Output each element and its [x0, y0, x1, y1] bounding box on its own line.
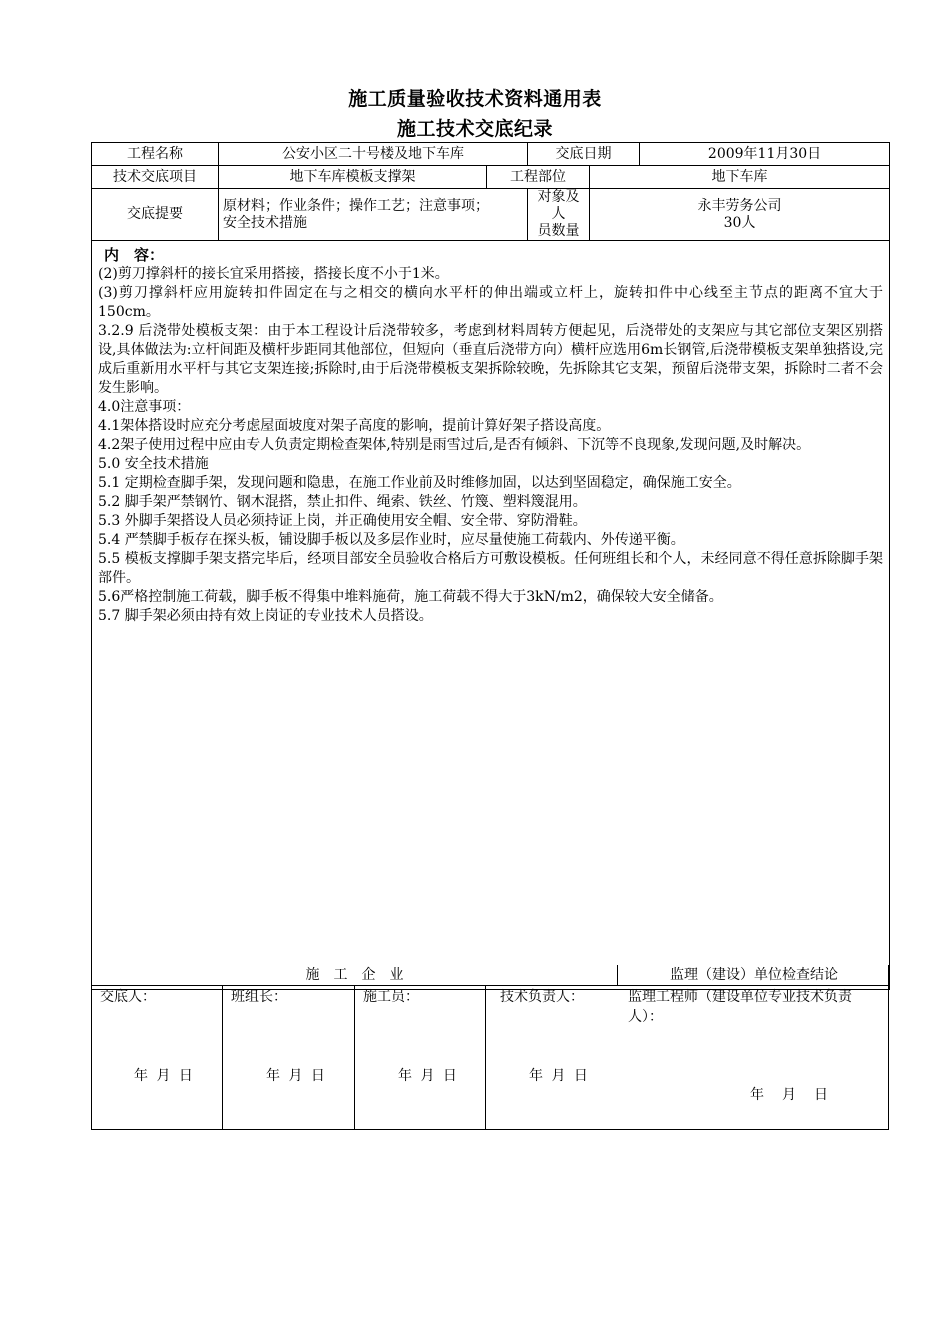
- page-subtitle: 施工技术交底纪录: [396, 118, 553, 140]
- team-leader-date: 年 月 日: [266, 1068, 327, 1084]
- content-paragraph: 4.2架子使用过程中应由专人负责定期检查架体,特别是雨雪过后,是否有倾斜、下沉等不良现象,发现问题,及时解决。: [98, 437, 811, 453]
- disclosure-item-value: 地下车库模板支撑架: [219, 166, 487, 189]
- supervisor-cell: [619, 987, 887, 1027]
- label-target-line-1: 对象及人: [537, 189, 580, 222]
- content-paragraph: 5.5 模板支撑脚手架支搭完毕后，经项目部安全员验收合格后方可敷设模板。任何班组长和个人，未经同意不得任意拆除脚手架部件。: [98, 551, 884, 586]
- row-project: [92, 143, 890, 166]
- supervisor-header: 监理（建设）单位检查结论: [617, 965, 890, 986]
- team-leader-label: 班组长：: [231, 989, 287, 1005]
- content-heading: 内 容：: [104, 246, 165, 264]
- constructor-date: 年 月 日: [398, 1068, 459, 1084]
- target-value: [590, 189, 890, 241]
- label-disclosure-item: 技术交底项目: [92, 166, 219, 189]
- content-paragraph: 5.3 外脚手架搭设人员必须持证上岗，并正确使用安全帽、安全带、穿防滑鞋。: [98, 513, 587, 529]
- team-leader-cell: [223, 987, 354, 1007]
- discloser-date: 年 月 日: [134, 1068, 195, 1084]
- label-project-part: 工程部位: [487, 166, 590, 189]
- label-disclosure-date: 交底日期: [528, 143, 640, 166]
- content-paragraph: (3)剪刀撑斜杆应用旋转扣件固定在与之相交的横向水平杆的伸出端或立杆上，旋转扣件中心线至主节点的距离不宜大于150cm。: [98, 285, 884, 320]
- supervisor-date: 年 月 日: [750, 1087, 830, 1103]
- content-paragraph: 4.1架体搭设时应充分考虑屋面坡度对架子高度的影响，提前计算好架子搭设高度。: [98, 418, 611, 434]
- company-header: 施 工 企 业: [92, 965, 617, 986]
- constructor-cell: [355, 987, 485, 1007]
- label-project-name: 工程名称: [92, 143, 219, 166]
- label-summary: 交底提要: [92, 189, 219, 241]
- header: [0, 84, 950, 144]
- divider: [222, 986, 223, 1129]
- summary-line-2: 安全技术措施: [223, 214, 307, 231]
- target-company: 永丰劳务公司: [697, 197, 782, 214]
- supervisor-engineer-label: 监理工程师（建设单位专业技术负责人）：: [628, 989, 852, 1025]
- summary-value: [219, 189, 528, 241]
- content-paragraph: 5.0 安全技术措施: [98, 456, 209, 472]
- divider: [485, 986, 486, 1129]
- content-paragraph: 5.6严格控制施工荷载，脚手板不得集中堆料施荷，施工荷载不得大于3kN/m2，确保较大安全储备。: [98, 589, 723, 605]
- row-item: [92, 166, 890, 189]
- disclosure-date-value: 2009年11月30日: [640, 143, 890, 166]
- tech-lead-label: 技术负责人：: [500, 989, 584, 1005]
- project-name-value: 公安小区二十号楼及地下车库: [219, 143, 528, 166]
- content-paragraph: (2)剪刀撑斜杆的接长宜采用搭接，搭接长度不小于1米。: [98, 266, 449, 282]
- tech-lead-cell: [486, 987, 617, 1007]
- constructor-label: 施工员：: [363, 989, 419, 1005]
- content-paragraph: 5.7 脚手架必须由持有效上岗证的专业技术人员搭设。: [98, 608, 433, 624]
- row-summary: [92, 189, 890, 241]
- content-paragraph: 5.1 定期检查脚手架，发现问题和隐患，在施工作业前及时维修加固，以达到坚固稳定，确保施工安全。: [98, 475, 741, 491]
- label-target: [528, 189, 590, 241]
- summary-line-1: 原材料；作业条件；操作工艺；注意事项；: [223, 197, 489, 214]
- page-title: 施工质量验收技术资料通用表: [348, 88, 602, 110]
- content-paragraph: 3.2.9 后浇带处模板支架：由于本工程设计后浇带较多，考虑到材料周转方便起见，后浇带处的支架应与其它部位支架区别搭设,具体做法为:立杆间距及横杆步距同其他部位，但短向（垂直后浇带方向）横杆应选用6m长钢管,后浇带模板支架单独搭设,完成后重新用水平杆与其它支架连接;拆除时,由于后浇带模板支架拆除较晚，先拆除其它支架，预留后浇带支架，拆除时二者不会发生影响。: [98, 323, 884, 396]
- target-count: 30人: [723, 214, 756, 231]
- content-paragraph: 5.2 脚手架严禁钢竹、钢木混搭，禁止扣件、绳索、铁丝、竹篾、塑料篾混用。: [98, 494, 587, 510]
- discloser-label: 交底人：: [100, 989, 156, 1005]
- content-paragraph: 5.4 严禁脚手板存在探头板，铺设脚手板以及多层作业时，应尽量使施工荷载内、外传递平衡。: [98, 532, 685, 548]
- signature-section: [91, 965, 889, 1130]
- content-paragraph: 4.0注意事项：: [98, 399, 191, 415]
- project-part-value: 地下车库: [590, 166, 890, 189]
- label-target-line-2: 员数量: [537, 223, 580, 239]
- row-content: [92, 241, 890, 990]
- divider: [354, 986, 355, 1129]
- discloser-cell: [92, 987, 222, 1007]
- tech-lead-date: 年 月 日: [529, 1068, 590, 1084]
- content-cell: [92, 241, 890, 990]
- record-table: [91, 142, 890, 990]
